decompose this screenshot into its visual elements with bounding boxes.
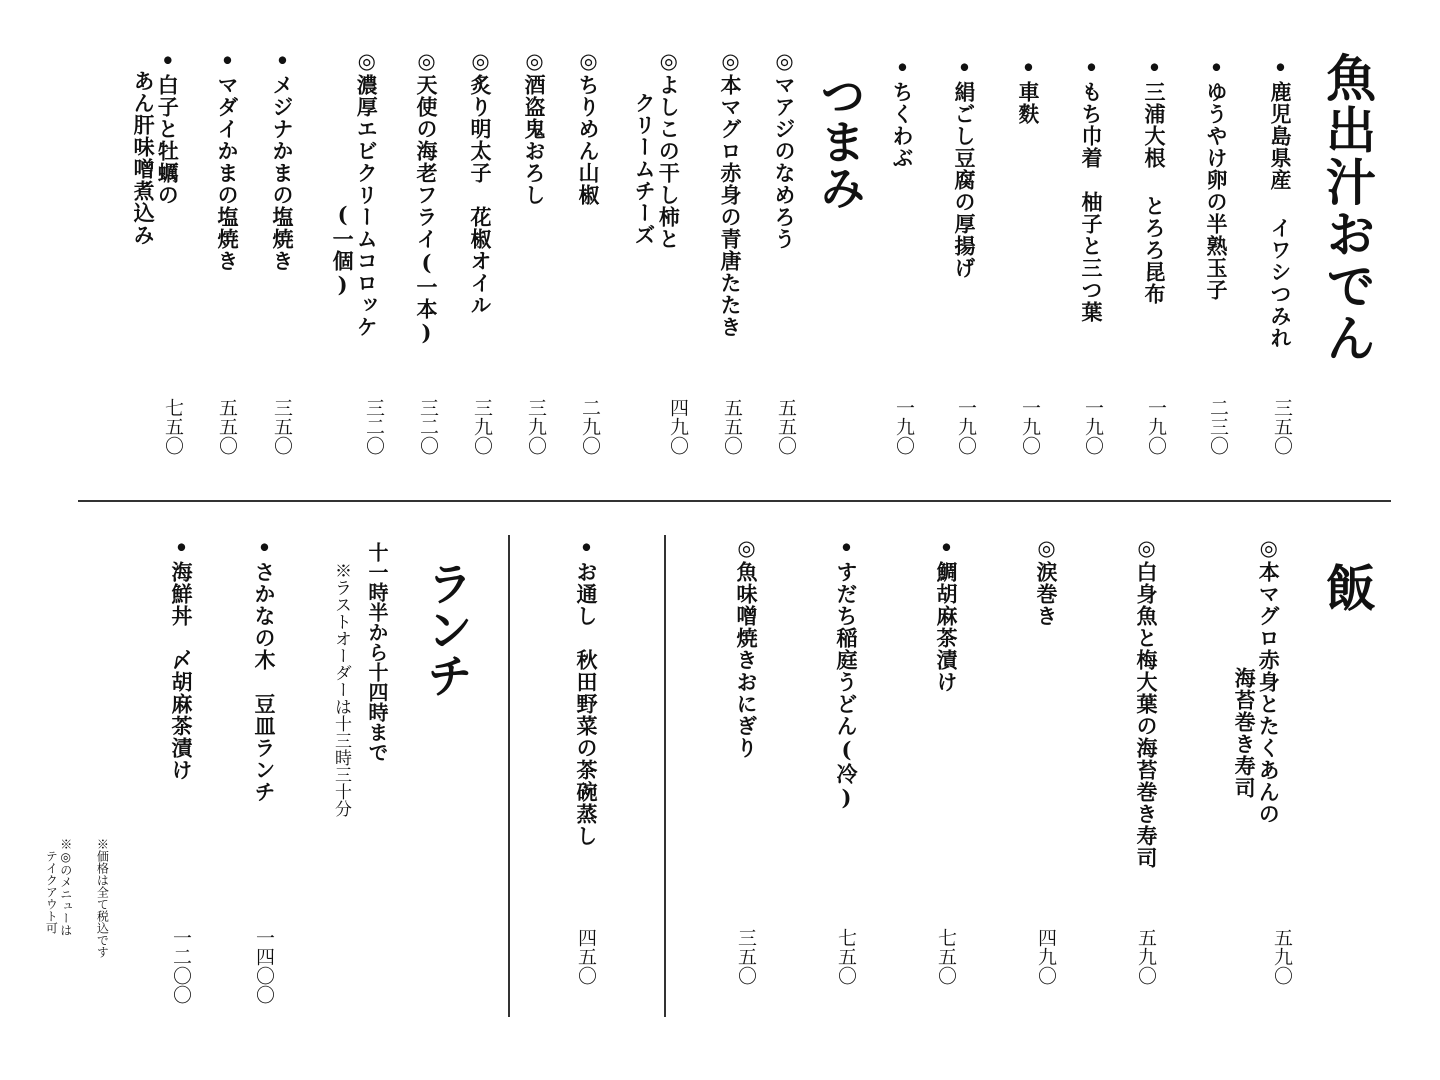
menu-item-name: ◎魚味噌焼きおにぎり <box>734 535 759 759</box>
menu-item-name: ◎白身魚と梅大葉の海苔巻き寿司 <box>1134 535 1159 869</box>
menu-item-price: 五九〇 <box>1271 928 1293 985</box>
menu-item-price: 一九〇 <box>1019 398 1041 455</box>
menu-item-name: •海鮮丼 〆胡麻茶漬け <box>169 535 194 781</box>
menu-item-price: 五五〇 <box>775 398 797 455</box>
menu-item-name: ◎よしこの干し柿と クリームチーズ <box>632 48 682 250</box>
menu-item-name: •すだち稲庭うどん(冷) <box>834 535 859 811</box>
menu-item-name: •ゆうやけ卵の半熟玉子 <box>1204 55 1229 301</box>
menu-item-price: 三九〇 <box>525 398 547 455</box>
menu-item-name: •さかなの木 豆皿ランチ <box>252 535 277 803</box>
section-title-meshi: 飯 <box>1318 562 1377 614</box>
menu-item-name: •マダイかまの塩焼き <box>215 48 240 272</box>
vertical-divider <box>508 535 510 1017</box>
lunch-hours: 十一時半から十四時まで <box>365 542 389 762</box>
menu-item-name: ◎マアジのなめろう <box>772 48 797 250</box>
menu-item-price: 四五〇 <box>575 928 597 985</box>
menu-item-price: 七五〇 <box>835 928 857 985</box>
menu-item-name: •白子と牡蠣の あん肝味噌煮込み <box>131 48 181 246</box>
menu-item-name: •絹ごし豆腐の厚揚げ <box>952 55 977 279</box>
menu-item-price: 一九〇 <box>1082 398 1104 455</box>
menu-item-name: ◎炙り明太子 花椒オイル <box>468 48 493 316</box>
menu-item-price: 二九〇 <box>579 398 601 455</box>
menu-item-name: •三浦大根 とろろ昆布 <box>1142 55 1167 305</box>
menu-item-name: ◎ちりめん山椒 <box>576 48 601 206</box>
menu-item-price: 三五〇 <box>735 928 757 985</box>
menu-item-name: ◎涙巻き <box>1034 535 1059 627</box>
menu-item-price: 三二〇 <box>417 398 439 455</box>
footnote-takeout: ※◎のメニューは テイクアウト可 <box>44 838 73 936</box>
menu-item-name: ◎濃厚エビクリームコロッケ (一個) <box>330 48 380 338</box>
menu-item-name: •ちくわぶ <box>890 55 915 169</box>
menu-item-price: 七五〇 <box>935 928 957 985</box>
menu-item-price: 三五〇 <box>1271 398 1293 455</box>
lunch-last-order: ※ラストオーダーは十三時三十分 <box>331 562 351 817</box>
menu-item-price: 五五〇 <box>216 398 238 455</box>
menu-item-price: 一九〇 <box>893 398 915 455</box>
menu-item-price: 二三〇 <box>1207 398 1229 455</box>
menu-item-price: 三九〇 <box>471 398 493 455</box>
menu-item-price: 三二〇 <box>363 398 385 455</box>
menu-item-name: •お通し 秋田野菜の茶碗蒸し <box>574 535 599 847</box>
menu-item-price: 三五〇 <box>271 398 293 455</box>
section-title-tsumami: つまみ <box>813 72 867 210</box>
menu-item-name: ◎酒盗鬼おろし <box>522 48 547 206</box>
menu-item-price: 七五〇 <box>162 398 184 455</box>
menu-item-name: •もち巾着 柚子と三つ葉 <box>1079 55 1104 323</box>
menu-item-price: 五九〇 <box>1135 928 1157 985</box>
horizontal-divider <box>78 500 1391 502</box>
menu-item-name: ◎天使の海老フライ(一本) <box>414 48 439 346</box>
section-title-oden: 魚出汁おでん <box>1318 52 1377 364</box>
menu-item-price: 一二〇〇 <box>170 928 192 1004</box>
menu-item-name: ◎本マグロ赤身とたくあんの 海苔巻き寿司 <box>1232 535 1282 825</box>
footnote-tax: ※価格は全て税込です <box>95 838 110 958</box>
menu-item-price: 一九〇 <box>955 398 977 455</box>
menu-item-name: •鯛胡麻茶漬け <box>934 535 959 693</box>
menu-item-price: 五五〇 <box>721 398 743 455</box>
menu-item-name: •車麩 <box>1016 55 1041 125</box>
section-title-lunch: ランチ <box>420 560 474 698</box>
menu-item-name: •メジナかまの塩焼き <box>270 48 295 272</box>
menu-item-price: 四九〇 <box>1035 928 1057 985</box>
menu-item-price: 四九〇 <box>667 398 689 455</box>
menu-item-price: 一九〇 <box>1145 398 1167 455</box>
menu-item-name: ◎本マグロ赤身の青唐たたき <box>718 48 743 338</box>
menu-item-name: •鹿児島県産 イワシつみれ <box>1268 55 1293 349</box>
vertical-divider <box>664 535 666 1017</box>
menu-item-price: 一四〇〇 <box>253 928 275 1004</box>
